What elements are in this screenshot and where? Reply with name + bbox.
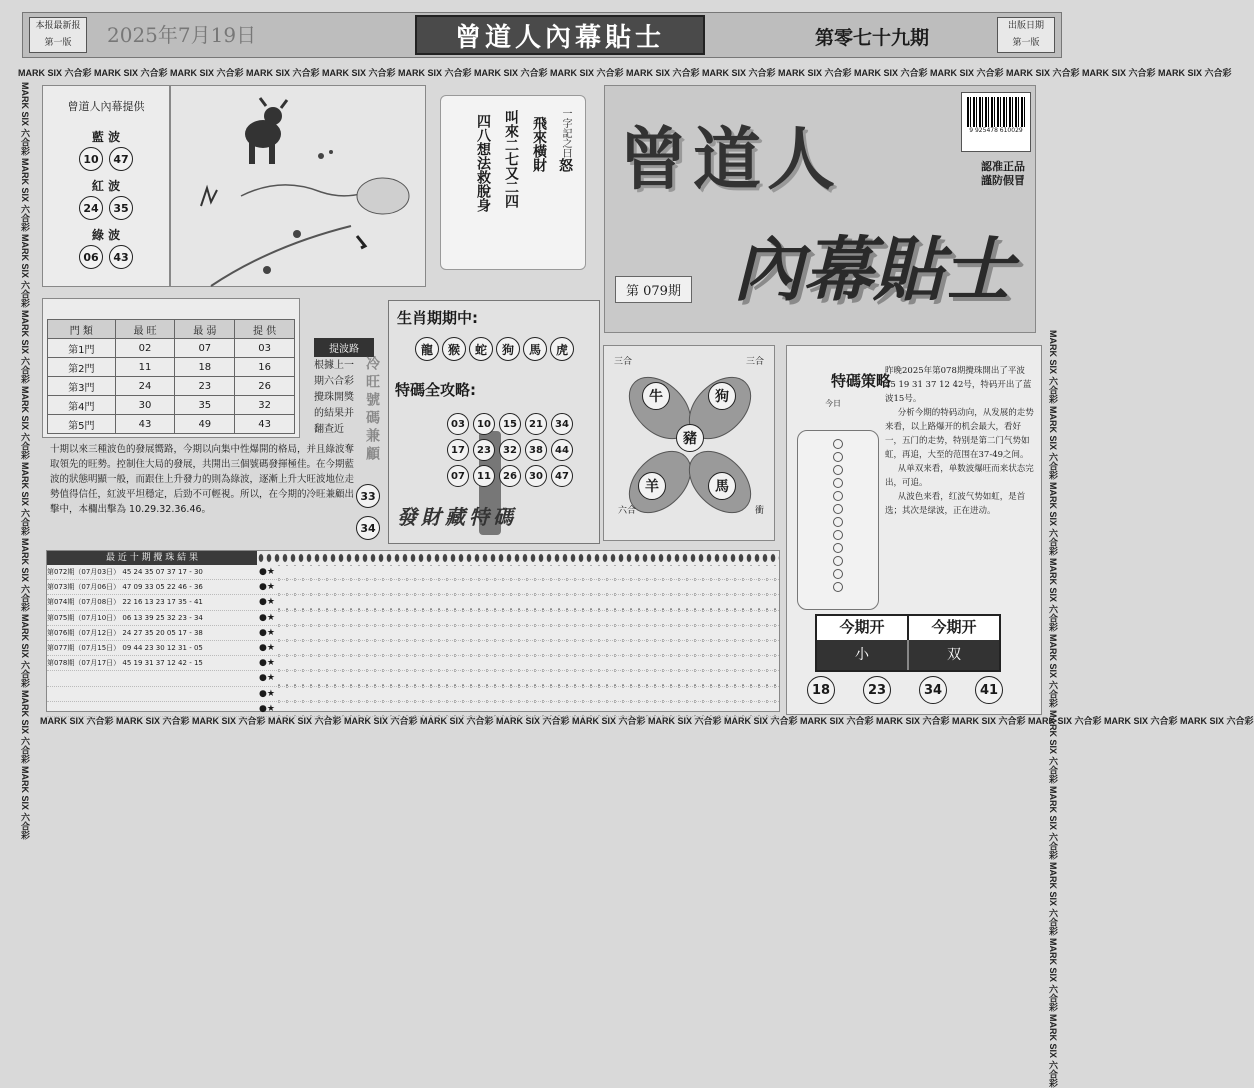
- table-cell: 第1門: [48, 339, 116, 358]
- number-ball: 10: [473, 413, 495, 435]
- open-label: 今期开: [931, 618, 977, 636]
- genuine-label-2: 謹防假冒: [981, 174, 1025, 187]
- header-right-box: [997, 17, 1055, 53]
- number-ball: 34: [551, 413, 573, 435]
- number-ball: 47: [551, 465, 573, 487]
- star-icon: ●★: [259, 703, 275, 714]
- number-ball: 03: [447, 413, 469, 435]
- zodiac-animal: 羊: [638, 472, 666, 500]
- cross-top-left: 三合: [614, 357, 633, 367]
- number-ball: 23: [863, 676, 891, 704]
- number-ball: 30: [525, 465, 547, 487]
- strategy-numbers: [807, 676, 1003, 704]
- column-header: 最 弱: [175, 320, 235, 339]
- table-cell: 18: [175, 358, 235, 377]
- table-cell: 24: [115, 377, 175, 396]
- zodiac-animal: 蛇: [469, 337, 493, 361]
- green-wave-label: 綠 波: [91, 228, 121, 242]
- number-ball: 11: [473, 465, 495, 487]
- number-ball: 32: [499, 439, 521, 461]
- side-note-vertical: 冷旺號碼兼顧: [364, 356, 380, 464]
- number-ball: 33: [356, 484, 380, 508]
- dot-grid: [275, 702, 779, 716]
- number-ball: 34: [356, 516, 380, 540]
- star-icon: ●★: [259, 643, 275, 654]
- side-note-text: 根據上一期六合彩攪珠開獎的結果并翻查近: [314, 360, 354, 435]
- wave-color-box: [42, 85, 170, 287]
- table-row: [47, 595, 779, 610]
- table-cell: 16: [235, 358, 295, 377]
- table-cell: 第3門: [48, 377, 116, 396]
- header-left-bottom: 第一版: [44, 38, 72, 48]
- history-header-dots: [257, 551, 779, 565]
- strategy-title: 特碼策略: [831, 372, 892, 390]
- number-ball: 35: [109, 196, 133, 220]
- table-cell: 07: [175, 339, 235, 358]
- history-title: 最 近 十 期 攪 珠 結 果: [47, 551, 257, 565]
- empty-slot-icon: [833, 556, 843, 566]
- table-row: [47, 565, 779, 580]
- table-row: [47, 580, 779, 595]
- bottom-stripe: MARK SIX 六合彩 MARK SIX 六合彩 MARK SIX 六合彩 MARK SIX 六合彩 MARK SIX 六合彩 MARK SIX 六合彩 MARK SIX 六合彩 MARK SIX 六合彩 MARK SIX 六合彩 MARK SIX 六合彩 MARK SIX 六合彩 MARK SIX 六合彩 MARK SIX 六合彩 MARK SIX 六合彩 MARK SIX 六合彩 MARK SIX 六合彩: [40, 716, 1254, 726]
- green-wave-numbers: [43, 245, 169, 269]
- table-row: [47, 687, 779, 702]
- table-row: [48, 377, 295, 396]
- table-cell: 49: [175, 415, 235, 434]
- history-entry: 第073期（07月06日） 47 09 33 05 22 46 - 36: [47, 583, 203, 592]
- dot-grid: [275, 656, 779, 670]
- number-ball: 24: [79, 196, 103, 220]
- gate-table: [47, 319, 295, 434]
- wave-route-badge: 提波路: [314, 338, 374, 357]
- strategy-text: [885, 364, 1035, 518]
- history-entry: 第072期（07月03日） 45 24 35 07 37 17 - 30: [47, 568, 203, 577]
- table-cell: 30: [115, 396, 175, 415]
- number-ball: 26: [499, 465, 521, 487]
- history-box: [46, 550, 780, 712]
- table-cell: 35: [175, 396, 235, 415]
- red-wave-numbers: [43, 196, 169, 220]
- open-result-box: [815, 614, 1001, 672]
- table-cell: 43: [235, 415, 295, 434]
- dot-grid: [275, 626, 779, 640]
- barcode-number: 9 925478 610029: [969, 127, 1023, 134]
- table-row: [48, 415, 295, 434]
- table-row: [48, 396, 295, 415]
- column-header: 提 供: [235, 320, 295, 339]
- zodiac-cross-box: [603, 345, 775, 541]
- dot-grid: [275, 595, 779, 609]
- dot-grid: [275, 611, 779, 625]
- table-cell: 第4門: [48, 396, 116, 415]
- column-header: 最 旺: [115, 320, 175, 339]
- open-label: 今期开: [817, 616, 909, 640]
- ox-illustration: [170, 85, 426, 287]
- zodiac-animal: 馬: [708, 472, 736, 500]
- ox-drawing-icon: [171, 86, 427, 288]
- cover-title-line-2: 內幕貼士: [733, 229, 1013, 311]
- zodiac-heading: 生肖期期中:: [397, 309, 478, 327]
- dot-grid: [275, 687, 779, 701]
- table-row: [47, 611, 779, 626]
- table-cell: 11: [115, 358, 175, 377]
- number-ball: 44: [551, 439, 573, 461]
- star-icon: ●★: [259, 688, 275, 699]
- header-right-top: 出版日期: [1007, 21, 1044, 31]
- poem-key-char: 怒: [557, 158, 573, 172]
- cover-title-line-1: 曾道人: [619, 121, 842, 200]
- zodiac-animal: 龍: [415, 337, 439, 361]
- empty-slot-icon: [833, 504, 843, 514]
- number-ball: 18: [807, 676, 835, 704]
- empty-slot-icon: [833, 569, 843, 579]
- blue-wave-label: 藍 波: [91, 130, 121, 144]
- number-ball: 41: [975, 676, 1003, 704]
- table-cell: 02: [115, 339, 175, 358]
- poem-scroll: [440, 95, 586, 270]
- number-ball: 06: [79, 245, 103, 269]
- table-cell: 23: [175, 377, 235, 396]
- header-title: 曾道人內幕貼士: [454, 22, 665, 53]
- number-ball: 21: [525, 413, 547, 435]
- header-date: 2025年7月19日: [107, 23, 257, 47]
- table-header-row: [48, 320, 295, 339]
- table-cell: 第2門: [48, 358, 116, 377]
- numbered-slot-column: [797, 430, 879, 610]
- number-ball: 15: [499, 413, 521, 435]
- zodiac-animals: [415, 337, 574, 361]
- empty-slot-icon: [833, 530, 843, 540]
- poem-line-2: 飛來橫財: [531, 116, 547, 172]
- history-entry: 第074期（07月08日） 22 16 13 23 17 35 - 41: [47, 598, 203, 607]
- special-heading: 特碼全攻略:: [395, 381, 476, 399]
- table-row: [47, 656, 779, 671]
- blue-wave-numbers: [43, 147, 169, 171]
- history-title-bar: [47, 551, 779, 565]
- cross-top-right: 三合: [745, 357, 764, 367]
- number-ball: 47: [109, 147, 133, 171]
- number-ball: 07: [447, 465, 469, 487]
- dot-grid: [275, 641, 779, 655]
- zodiac-footer: 發財藏特碼: [397, 505, 517, 529]
- number-ball: 38: [525, 439, 547, 461]
- star-icon: ●★: [259, 673, 275, 684]
- table-row: [48, 339, 295, 358]
- cross-bottom-left: 六合: [618, 506, 637, 516]
- number-ball: 17: [447, 439, 469, 461]
- table-cell: 32: [235, 396, 295, 415]
- number-ball: 43: [109, 245, 133, 269]
- wave-box-heading: 曾道人內幕提供: [67, 100, 145, 113]
- open-value-parity: 双: [947, 647, 961, 663]
- table-cell: 43: [115, 415, 175, 434]
- empty-slot-icon: [833, 491, 843, 501]
- open-value-size: 小: [817, 640, 909, 670]
- history-entry: 第076期（07月12日） 24 27 35 20 05 17 - 38: [47, 628, 203, 637]
- table-cell: 第5門: [48, 415, 116, 434]
- history-entry: 第078期（07月17日） 45 19 31 37 12 42 - 15: [47, 659, 203, 668]
- dot-grid: [275, 580, 779, 594]
- strategy-paragraph: 昨晚2025年第078期攪珠開出了平波45 19 31 37 12 42号，特码开出了蓝波15号。: [885, 366, 1032, 404]
- strategy-paragraph: 从波色来看，红波气势如虹，是首选；其次是绿波，正在进动。: [885, 492, 1026, 516]
- star-icon: ●★: [259, 567, 275, 578]
- empty-slot-icon: [833, 543, 843, 553]
- barcode-box: [961, 92, 1031, 152]
- number-ball: 34: [919, 676, 947, 704]
- header-left-top: 本报最新报: [35, 21, 81, 31]
- cover-issue-label: 第 079期: [615, 276, 692, 303]
- special-numbers: [447, 413, 577, 487]
- empty-slot-icon: [833, 465, 843, 475]
- history-entry: 第077期（07月15日） 09 44 23 30 12 31 - 05: [47, 644, 203, 653]
- zodiac-animal: 虎: [550, 337, 574, 361]
- number-ball: 23: [473, 439, 495, 461]
- column-header: 門 類: [48, 320, 116, 339]
- table-row: [47, 671, 779, 686]
- history-entry: 第075期（07月10日） 06 13 39 25 32 23 - 34: [47, 613, 203, 622]
- empty-slot-icon: [833, 517, 843, 527]
- empty-slot-icon: [833, 582, 843, 592]
- barcode-icon: [967, 97, 1025, 127]
- table-row: [47, 641, 779, 656]
- zodiac-animal: 牛: [642, 382, 670, 410]
- zodiac-animal: 馬: [523, 337, 547, 361]
- history-rows: [47, 565, 779, 717]
- dot-grid: [275, 565, 779, 579]
- table-cell: 26: [235, 377, 295, 396]
- table-cell: 03: [235, 339, 295, 358]
- star-icon: ●★: [259, 582, 275, 593]
- table-row: [47, 626, 779, 641]
- poem-line-1-text: 一字記之曰: [560, 108, 571, 158]
- zodiac-animal: 猴: [442, 337, 466, 361]
- empty-slot-icon: [833, 439, 843, 449]
- strategy-panel: [786, 345, 1042, 715]
- strategy-sub: 今日: [825, 399, 841, 408]
- poem-line-3: 叫來二七又二四: [503, 110, 519, 208]
- table-row: [48, 358, 295, 377]
- star-icon: ●★: [259, 612, 275, 623]
- header-issue: 第零七十九期: [815, 27, 930, 49]
- header-right-bottom: 第一版: [1012, 38, 1040, 48]
- cross-bottom-right: 衝: [754, 506, 764, 516]
- top-stripe: MARK SIX 六合彩 MARK SIX 六合彩 MARK SIX 六合彩 MARK SIX 六合彩 MARK SIX 六合彩 MARK SIX 六合彩 MARK SIX 六合彩 MARK SIX 六合彩 MARK SIX 六合彩 MARK SIX 六合彩 MARK SIX 六合彩 MARK SIX 六合彩 MARK SIX 六合彩 MARK SIX 六合彩 MARK SIX 六合彩 MARK SIX 六合彩: [18, 68, 1232, 78]
- gate-table-box: [42, 298, 300, 438]
- zodiac-animal: 狗: [496, 337, 520, 361]
- red-wave-label: 紅 波: [91, 179, 121, 193]
- number-ball: 10: [79, 147, 103, 171]
- poem-line-4: 四八想法救脫身: [475, 114, 491, 212]
- poem-line-1: [555, 108, 575, 172]
- empty-slot-icon: [833, 452, 843, 462]
- zodiac-box: [388, 300, 600, 544]
- zodiac-animal: 狗: [708, 382, 736, 410]
- star-icon: ●★: [259, 658, 275, 669]
- header-bar: [22, 12, 1062, 58]
- cover-panel: [604, 85, 1036, 333]
- analysis-paragraph: 十期以來三種波色的發展嚮路，今期以向集中性爆開的格局，并且綠波奪取領先的旺勢。控制住大局的發展，共開出三個號碼發揮極佳。在今期藍波的狀態明顯一般，而跟住上升發力的則為綠波，逐漸上升大旺波地位走勢值得信任，紅波平坦穩定，后勁不可輕視。所以，在今期的冷旺兼顧出擊中，本欄出擊為 10.29.32.36.46。: [50, 444, 355, 515]
- right-stripe: MARK SIX 六合彩 MARK SIX 六合彩 MARK SIX 六合彩 MARK SIX 六合彩 MARK SIX 六合彩 MARK SIX 六合彩 MARK SIX 六合彩 MARK SIX 六合彩 MARK SIX 六合彩 MARK SIX 六合彩: [1048, 330, 1058, 1088]
- strategy-paragraph: 从单双来看，单数波爆旺而来状态完出，可追。: [885, 464, 1034, 488]
- zodiac-animal: 豬: [676, 424, 704, 452]
- left-stripe: MARK SIX 六合彩 MARK SIX 六合彩 MARK SIX 六合彩 MARK SIX 六合彩 MARK SIX 六合彩 MARK SIX 六合彩 MARK SIX 六合彩 MARK SIX 六合彩 MARK SIX 六合彩 MARK SIX 六合彩: [20, 82, 30, 840]
- table-row: [47, 702, 779, 717]
- strategy-paragraph: 分析今期的特码动向，从发展的走势来看，以上路爆开的机会最大，看好一，五门的走势，特别是第二门气势如虹，再追，大至的范围在37-49之间。: [885, 408, 1034, 460]
- genuine-label-1: 認准正品: [981, 160, 1025, 173]
- header-title-plate: [415, 15, 705, 55]
- star-icon: ●★: [259, 597, 275, 608]
- header-left-box: [29, 17, 87, 53]
- star-icon: ●★: [259, 627, 275, 638]
- dot-grid: [275, 671, 779, 685]
- empty-slot-icon: [833, 478, 843, 488]
